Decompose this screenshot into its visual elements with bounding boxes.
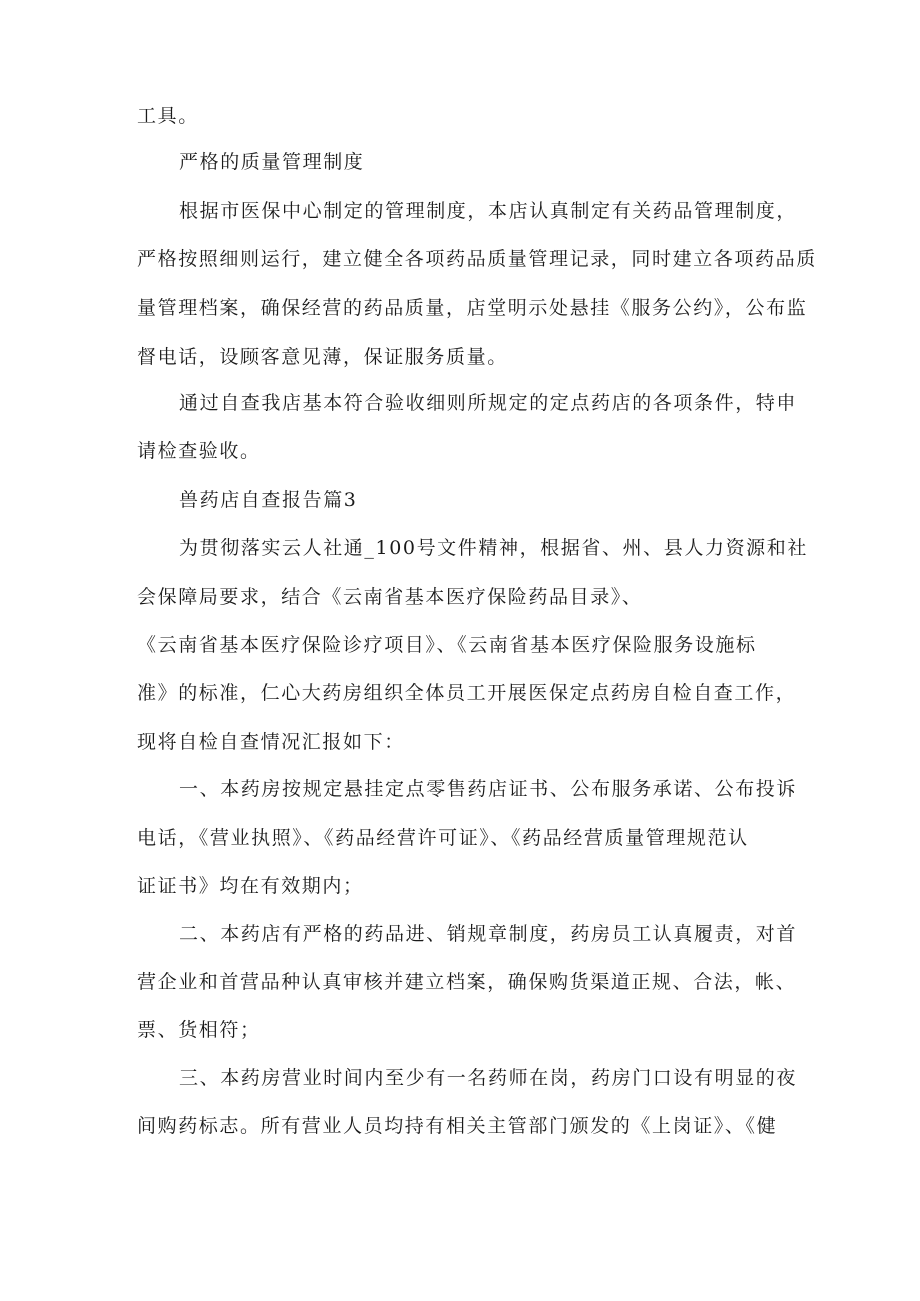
section-heading: 严格的质量管理制度 <box>179 151 365 173</box>
text-line: 《云南省基本医疗保险诊疗项目》、《云南省基本医疗保险服务设施标 <box>137 634 757 656</box>
text-line: 量管理档案，确保经营的药品质量，店堂明示处悬挂《服务公约》，公布监 <box>137 297 808 319</box>
text-line: 严格按照细则运行，建立健全各项药品质量管理记录，同时建立各项药品质 <box>137 248 817 270</box>
text-line: 工具。 <box>137 105 199 127</box>
text-line: 三、本药房营业时间内至少有一名药师在岗，药房门口设有明显的夜 <box>179 1067 798 1089</box>
text-line: 请检查验收。 <box>137 440 261 462</box>
text-line: 票、货相符； <box>137 1019 261 1041</box>
text-line: 现将自检自查情况汇报如下： <box>137 731 405 753</box>
text-line: 一、本药房按规定悬挂定点零售药店证书、公布服务承诺、公布投诉 <box>179 778 798 800</box>
section-heading: 兽药店自查报告篇3 <box>179 489 358 511</box>
text-line: 证证书》均在有效期内； <box>137 875 364 897</box>
text-line: 督电话，设顾客意见薄，保证服务质量。 <box>137 346 508 368</box>
text-line: 间购药标志。所有营业人员均持有相关主管部门颁发的《上岗证》、《健 <box>137 1115 778 1137</box>
text-line: 二、本药店有严格的药品进、销规章制度，药房员工认真履责，对首 <box>179 923 798 945</box>
text-line: 为贯彻落实云人社通_100号文件精神，根据省、州、县人力资源和社 <box>179 537 808 559</box>
text-line: 营企业和首营品种认真审核并建立档案，确保购货渠道正规、合法，帐、 <box>137 971 797 993</box>
text-line: 通过自查我店基本符合验收细则所规定的定点药店的各项条件，特申 <box>179 392 798 414</box>
text-line: 电话，《营业执照》、《药品经营许可证》、《药品经营质量管理规范认 <box>137 827 749 849</box>
text-line: 根据市医保中心制定的管理制度，本店认真制定有关药品管理制度， <box>179 200 798 222</box>
text-line: 准》的标准，仁心大药房组织全体员工开展医保定点药房自检自查工作， <box>137 682 797 704</box>
text-line: 会保障局要求，结合《云南省基本医疗保险药品目录》、 <box>137 586 643 608</box>
